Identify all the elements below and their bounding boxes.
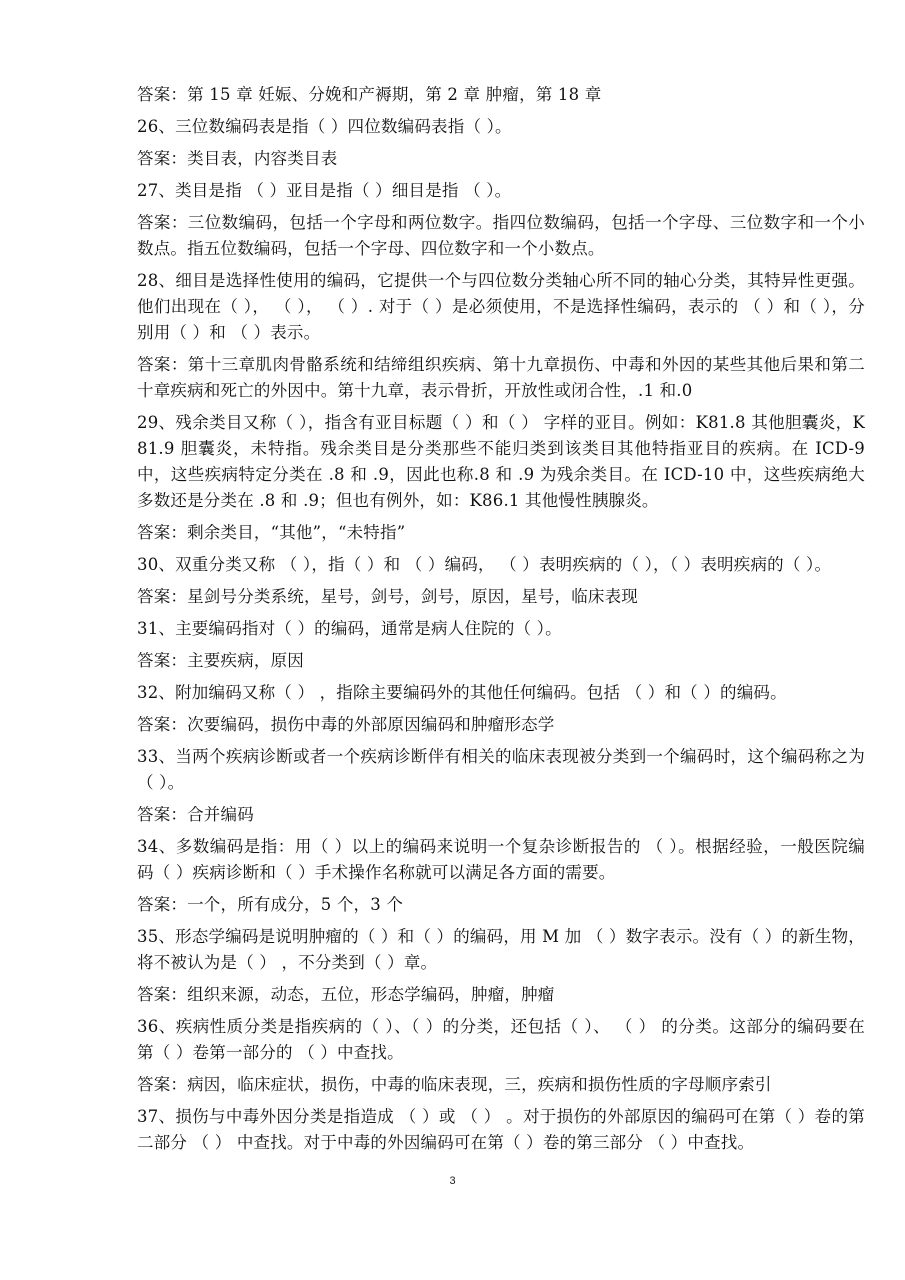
answer-36: 答案：病因，临床症状，损伤，中毒的临床表现，三，疾病和损伤性质的字母顺序索引	[137, 1075, 772, 1094]
question-36: 36、疾病性质分类是指疾病的（ ）、（ ）的分类，还包括（ ）、 （ ） 的分类。这部分的编码要在第（ ）卷第一部分的 （ ）中查找。	[137, 1017, 865, 1062]
answer-31: 答案：主要疾病，原因	[137, 651, 304, 670]
answer-35: 答案：组织来源，动态，五位，形态学编码，肿瘤，肿瘤	[137, 985, 555, 1004]
answer-34: 答案：一个，所有成分，5 个，3 个	[137, 895, 404, 914]
answer-28: 答案：第十三章肌肉骨骼系统和结缔组织疾病、第十九章损伤、中毒和外因的某些其他后果和第二十章疾病和死亡的外因中。第十九章，表示骨折，开放性或闭合性，.1 和.0	[137, 355, 865, 400]
answer-33: 答案：合并编码	[137, 805, 254, 824]
answer-32: 答案：次要编码，损伤中毒的外部原因编码和肿瘤形态学	[137, 715, 555, 734]
answer-30: 答案：星剑号分类系统，星号，剑号，剑号，原因，星号，临床表现	[137, 587, 638, 606]
answer-27: 答案：三位数编码，包括一个字母和两位数字。指四位数编码，包括一个字母、三位数字和一个小数点。指五位数编码，包括一个字母、四位数字和一个小数点。	[137, 213, 865, 258]
answer-26: 答案：类目表，内容类目表	[137, 149, 338, 168]
question-30: 30、双重分类又称 （ ），指（ ）和 （ ）编码， （ ）表明疾病的（ ），（ ）表明疾病的（ ）。	[137, 555, 832, 574]
question-26: 26、三位数编码表是指（ ）四位数编码表指（ ）。	[137, 117, 512, 136]
document-body	[137, 82, 865, 1162]
question-37: 37、损伤与中毒外因分类是指造成 （ ）或 （ ） 。对于损伤的外部原因的编码可在第（ ）卷的第二部分 （ ） 中查找。对于中毒的外因编码可在第（ ）卷的第三部分 （ ）中查找。	[137, 1107, 865, 1152]
page-number: 3	[449, 1175, 456, 1187]
question-32: 32、附加编码又称（ ） ，指除主要编码外的其他任何编码。包括 （ ）和（ ）的编码。	[137, 683, 787, 702]
question-31: 31、主要编码指对（ ）的编码，通常是病人住院的（ ）。	[137, 619, 562, 638]
question-33: 33、当两个疾病诊断或者一个疾病诊断伴有相关的临床表现被分类到一个编码时，这个编码称之为 （ ）。	[137, 747, 865, 792]
answer-29: 答案：剩余类目，“其他”，“未特指”	[137, 523, 406, 542]
question-27: 27、类目是指 （ ）亚目是指（ ）细目是指 （ ）。	[137, 181, 512, 200]
question-29: 29、残余类目又称（ ），指含有亚目标题（ ）和（ ） 字样的亚目。例如：K81.8 其他胆囊炎，K81.9 胆囊炎，未特指。残余类目是分类那些不能归类到该类目其他特指亚目的疾病。在 ICD-9 中，这些疾病特定分类在 .8 和 .9，因此也称.8 和 .9 为残余类目。在 ICD-10 中，这些疾病绝大多数还是分类在 .8 和 .9；但也有例外，如：K86.1 其他慢性胰腺炎。	[137, 413, 865, 510]
question-28: 28、细目是选择性使用的编码，它提供一个与四位数分类轴心所不同的轴心分类，其特异性更强。他们出现在（ ）， （ ）， （ ）. 对于（ ）是必须使用，不是选择性编码，表示的 （ ）和（ ），分别用（ ）和 （ ）表示。	[137, 271, 865, 342]
answer-25: 答案：第 15 章 妊娠、分娩和产褥期，第 2 章 肿瘤，第 18 章	[137, 85, 602, 104]
question-35: 35、形态学编码是说明肿瘤的（ ）和（ ）的编码，用 M 加 （ ）数字表示。没有（ ）的新生物，将不被认为是（ ） ，不分类到（ ）章。	[137, 927, 865, 972]
question-34: 34、多数编码是指：用（ ）以上的编码来说明一个复杂诊断报告的 （ ）。根据经验，一般医院编码（ ）疾病诊断和（ ）手术操作名称就可以满足各方面的需要。	[137, 837, 865, 882]
